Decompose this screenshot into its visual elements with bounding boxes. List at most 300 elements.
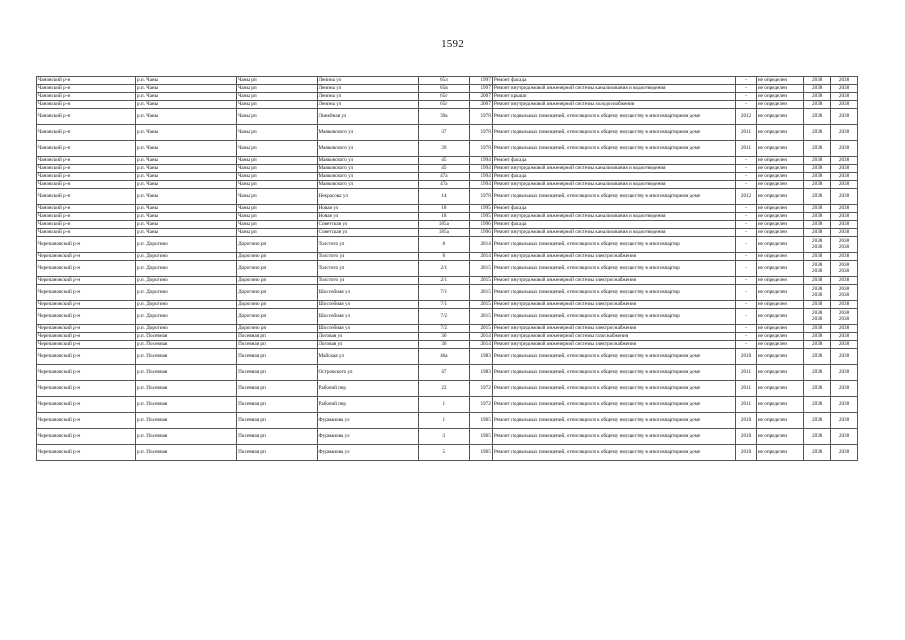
plan-from-cell: 2038 [804,221,831,229]
build-year-cell: 1983 [470,349,493,365]
plan-from-cell [804,237,831,253]
build-year-cell: 1997 [470,85,493,93]
house-cell: 185а [418,221,470,229]
street-cell: Линейная ул [317,109,418,125]
street-cell: Логовая ул [317,341,418,349]
street-cell: Толстого ул [317,253,418,261]
build-year-cell: 1972 [470,397,493,413]
street-cell: Майская ул [317,349,418,365]
table-row [37,93,858,101]
street-cell: Рабочий пер [317,381,418,397]
street-cell: Ленина ул [317,101,418,109]
work-type-cell: Ремонт подвальных помещений, относящихся к общему имуществу в многоквартирном доме [492,109,735,125]
settlement-cell: р.п. Чаны [136,141,237,157]
house-cell: 2/1 [418,261,470,277]
last-repair-year-cell: - [736,165,757,173]
municipality-cell: Посевная рп [237,445,317,461]
build-year-cell: 1995 [470,205,493,213]
work-type-cell: Ремонт фасада [492,77,735,85]
street-cell: Шоссейная ул [317,285,418,301]
plan-from-cell: 2038 [804,205,831,213]
work-type-cell: Ремонт внутридомовой инженерной системы канализования и водоотведения [492,85,735,93]
build-year-cell: 1978 [470,125,493,141]
last-repair-year-cell: - [736,253,757,261]
district-cell: Чановский р-н [37,157,136,165]
plan-year-upper: 2038 [812,237,823,244]
municipality-cell: Дорогино рп [237,309,317,325]
district-cell: Черепановский р-н [37,301,136,309]
status-cell: не определен [756,189,803,205]
plan-from-cell: 2038 [804,189,831,205]
table-row [37,429,858,445]
municipality-cell: Чаны рп [237,181,317,189]
settlement-cell: р.п. Дорогино [136,253,237,261]
work-type-cell: Ремонт подвальных помещений, относящихся к общему имуществу в многоквартирном доме [492,349,735,365]
municipality-cell: Чаны рп [237,93,317,101]
plan-from-cell: 2038 [804,365,831,381]
plan-from-cell: 2038 [804,277,831,285]
table-row [37,349,858,365]
table-row [37,325,858,333]
build-year-cell: 2015 [470,277,493,285]
house-cell: 46а [418,349,470,365]
table-row [37,205,858,213]
last-repair-year-cell: 2010 [736,413,757,429]
house-cell: 14 [418,189,470,205]
settlement-cell: р.п. Чаны [136,125,237,141]
municipality-cell: Чаны рп [237,109,317,125]
build-year-cell: 2015 [470,261,493,277]
work-type-cell: Ремонт подвальных помещений, относящихся к общему имуществу в многоквартирном доме [492,381,735,397]
work-type-cell: Ремонт фасада [492,221,735,229]
plan-to-cell [831,237,858,253]
last-repair-year-cell: 2012 [736,189,757,205]
last-repair-year-cell: 2011 [736,141,757,157]
house-cell: 8 [418,237,470,253]
last-repair-year-cell: 2011 [736,397,757,413]
plan-to-cell: 2038 [831,109,858,125]
status-cell: не определен [756,261,803,277]
settlement-cell: р.п. Чаны [136,221,237,229]
district-cell: Чановский р-н [37,213,136,221]
status-cell: не определен [756,237,803,253]
plan-to-cell: 2038 [831,221,858,229]
table-row [37,365,858,381]
district-cell: Черепановский р-н [37,349,136,365]
status-cell: не определен [756,213,803,221]
work-type-cell: Ремонт фасада [492,205,735,213]
last-repair-year-cell: - [736,213,757,221]
street-cell: Маяковского ул [317,141,418,157]
settlement-cell: р.п. Чаны [136,85,237,93]
capital-repair-table [36,76,858,461]
district-cell: Черепановский р-н [37,285,136,301]
table-row [37,445,858,461]
settlement-cell: р.п. Дорогино [136,325,237,333]
status-cell: не определен [756,333,803,341]
house-cell: 65г [418,101,470,109]
work-type-cell: Ремонт внутридомовой инженерной системы канализования и водоотведения [492,181,735,189]
settlement-cell: р.п. Посевная [136,333,237,341]
plan-to-cell: 2038 [831,445,858,461]
work-type-cell: Ремонт внутридомовой инженерной системы электроснабжения [492,325,735,333]
work-type-cell: Ремонт внутридомовой инженерной системы холодоснабжения [492,101,735,109]
work-type-cell: Ремонт подвальных помещений, относящихся к общему имуществу в многоквартирном доме [492,189,735,205]
municipality-cell: Дорогино рп [237,261,317,277]
settlement-cell: р.п. Посевная [136,365,237,381]
plan-from-cell: 2038 [804,413,831,429]
house-cell: 39 [418,141,470,157]
municipality-cell: Дорогино рп [237,253,317,261]
plan-from-cell: 2038 [804,141,831,157]
house-cell: 5 [418,445,470,461]
status-cell: не определен [756,93,803,101]
municipality-cell: Чаны рп [237,173,317,181]
municipality-cell: Посевная рп [237,381,317,397]
municipality-cell: Посевная рп [237,341,317,349]
plan-from-cell: 2038 [804,213,831,221]
settlement-cell: р.п. Посевная [136,381,237,397]
status-cell: не определен [756,141,803,157]
build-year-cell: 2014 [470,333,493,341]
build-year-cell: 1978 [470,189,493,205]
plan-from-cell [804,261,831,277]
work-type-cell: Ремонт внутридомовой инженерной системы электроснабжения [492,277,735,285]
build-year-cell: 2014 [470,237,493,253]
street-cell: Фурманова ул [317,429,418,445]
plan-from-cell: 2038 [804,125,831,141]
house-cell: 65л [418,77,470,85]
build-year-cell: 2015 [470,325,493,333]
plan-to-cell: 2038 [831,93,858,101]
table-row [37,381,858,397]
municipality-cell: Дорогино рп [237,325,317,333]
last-repair-year-cell: - [736,101,757,109]
table-row [37,333,858,341]
work-type-cell: Ремонт подвальных помещений, относящихся к общему имуществу в многоквартир [492,309,735,325]
plan-from-cell: 2038 [804,253,831,261]
street-cell: Фурманова ул [317,413,418,429]
street-cell: Маяковского ул [317,173,418,181]
house-cell: 45 [418,165,470,173]
status-cell: не определен [756,285,803,301]
last-repair-year-cell: - [736,333,757,341]
table-row [37,85,858,93]
status-cell: не определен [756,445,803,461]
street-cell: Маяковского ул [317,181,418,189]
plan-from-cell: 2038 [804,349,831,365]
municipality-cell: Посевная рп [237,365,317,381]
settlement-cell: р.п. Чаны [136,93,237,101]
house-cell: 39а [418,109,470,125]
build-year-cell: 2014 [470,253,493,261]
last-repair-year-cell: - [736,285,757,301]
work-type-cell: Ремонт подвальных помещений, относящихся к общему имуществу в многоквартирном доме [492,397,735,413]
last-repair-year-cell: - [736,277,757,285]
build-year-cell: 1978 [470,141,493,157]
district-cell: Черепановский р-н [37,341,136,349]
work-type-cell: Ремонт подвальных помещений, относящихся к общему имуществу в многоквартирном доме [492,125,735,141]
street-cell: Маяковского ул [317,125,418,141]
plan-from-cell: 2038 [804,333,831,341]
plan-to-cell: 2038 [831,101,858,109]
plan-to-cell: 2038 [831,157,858,165]
build-year-cell: 1994 [470,165,493,173]
district-cell: Чановский р-н [37,93,136,101]
work-type-cell: Ремонт подвальных помещений, относящихся к общему имуществу в многоквартир [492,285,735,301]
house-cell: 22 [418,381,470,397]
build-year-cell: 2014 [470,341,493,349]
status-cell: не определен [756,397,803,413]
house-cell: 47а [418,181,470,189]
status-cell: не определен [756,277,803,285]
build-year-cell: 1996 [470,229,493,237]
district-cell: Чановский р-н [37,221,136,229]
table-row [37,397,858,413]
work-type-cell: Ремонт подвальных помещений, относящихся к общему имуществу в многоквартир [492,237,735,253]
last-repair-year-cell: 2011 [736,381,757,397]
house-cell: 45 [418,157,470,165]
last-repair-year-cell: 2012 [736,109,757,125]
status-cell: не определен [756,77,803,85]
street-cell: Островского ул [317,365,418,381]
municipality-cell: Дорогино рп [237,237,317,253]
table-row [37,77,858,85]
plan-year-lower: 2038 [812,267,823,274]
plan-year-lower: 2038 [838,315,850,322]
table-row [37,237,858,253]
build-year-cell: 1994 [470,181,493,189]
district-cell: Чановский р-н [37,181,136,189]
plan-from-cell: 2038 [804,157,831,165]
table-body [37,77,858,461]
plan-to-cell: 2038 [831,365,858,381]
municipality-cell: Посевная рп [237,413,317,429]
street-cell: Толстого ул [317,261,418,277]
plan-year-lower: 2038 [812,243,823,250]
district-cell: Черепановский р-н [37,261,136,277]
plan-from-cell: 2038 [804,341,831,349]
house-cell: 7/2 [418,325,470,333]
house-cell: 2/1 [418,277,470,285]
plan-to-cell: 2038 [831,253,858,261]
work-type-cell: Ремонт внутридомовой инженерной системы канализования и водоотведения [492,229,735,237]
district-cell: Чановский р-н [37,85,136,93]
build-year-cell: 2015 [470,285,493,301]
district-cell: Чановский р-н [37,125,136,141]
plan-to-cell: 2038 [831,301,858,309]
district-cell: Чановский р-н [37,77,136,85]
street-cell: Рабочий пер [317,397,418,413]
house-cell: 65г [418,93,470,101]
settlement-cell: р.п. Чаны [136,109,237,125]
street-cell: Советская ул [317,229,418,237]
house-cell: 47а [418,173,470,181]
page-number: 1592 [441,38,464,50]
work-type-cell: Ремонт внутридомовой инженерной системы канализования и водоотведения [492,165,735,173]
municipality-cell: Дорогино рп [237,301,317,309]
street-cell: Фурманова ул [317,445,418,461]
plan-year-upper: 2038 [838,285,850,292]
plan-from-cell: 2038 [804,181,831,189]
build-year-cell: 1983 [470,365,493,381]
table-row [37,413,858,429]
settlement-cell: р.п. Чаны [136,213,237,221]
settlement-cell: р.п. Чаны [136,181,237,189]
work-type-cell: Ремонт подвальных помещений, относящихся к общему имуществу в многоквартирном доме [492,141,735,157]
work-type-cell: Ремонт внутридомовой инженерной системы электроснабжения [492,301,735,309]
build-year-cell: 1997 [470,77,493,85]
plan-to-cell [831,261,858,277]
municipality-cell: Посевная рп [237,397,317,413]
plan-to-cell: 2038 [831,381,858,397]
work-type-cell: Ремонт подвальных помещений, относящихся к общему имуществу в многоквартирном доме [492,445,735,461]
build-year-cell: 1994 [470,173,493,181]
status-cell: не определен [756,253,803,261]
house-cell: 1 [418,413,470,429]
plan-from-cell: 2038 [804,325,831,333]
plan-from-cell: 2038 [804,85,831,93]
municipality-cell: Чаны рп [237,213,317,221]
settlement-cell: р.п. Дорогино [136,237,237,253]
last-repair-year-cell: - [736,237,757,253]
plan-from-cell [804,285,831,301]
street-cell: Ленина ул [317,93,418,101]
status-cell: не определен [756,181,803,189]
table-row [37,157,858,165]
last-repair-year-cell: - [736,181,757,189]
last-repair-year-cell: - [736,157,757,165]
house-cell: 7/2 [418,309,470,325]
plan-year-lower: 2038 [838,243,850,250]
house-cell: 30 [418,333,470,341]
settlement-cell: р.п. Дорогино [136,309,237,325]
district-cell: Чановский р-н [37,229,136,237]
municipality-cell: Чаны рп [237,85,317,93]
district-cell: Чановский р-н [37,141,136,157]
district-cell: Чановский р-н [37,205,136,213]
house-cell: 185а [418,229,470,237]
last-repair-year-cell: - [736,85,757,93]
last-repair-year-cell: - [736,93,757,101]
district-cell: Черепановский р-н [37,429,136,445]
status-cell: не определен [756,365,803,381]
plan-from-cell: 2038 [804,93,831,101]
table-row [37,181,858,189]
house-cell: 7/1 [418,301,470,309]
table-row [37,189,858,205]
work-type-cell: Ремонт внутридомовой инженерной системы электроснабжения [492,253,735,261]
district-cell: Черепановский р-н [37,413,136,429]
work-type-cell: Ремонт подвальных помещений, относящихся к общему имуществу в многоквартирном доме [492,429,735,445]
district-cell: Черепановский р-н [37,253,136,261]
status-cell: не определен [756,309,803,325]
district-cell: Черепановский р-н [37,277,136,285]
street-cell: Шоссейная ул [317,309,418,325]
plan-from-cell: 2038 [804,101,831,109]
work-type-cell: Ремонт подвальных помещений, относящихся к общему имуществу в многоквартирном доме [492,413,735,429]
district-cell: Черепановский р-н [37,365,136,381]
district-cell: Чановский р-н [37,109,136,125]
settlement-cell: р.п. Посевная [136,413,237,429]
table-row [37,261,858,277]
street-cell: Некрасова ул [317,189,418,205]
last-repair-year-cell: - [736,229,757,237]
plan-year-upper: 2038 [812,309,823,316]
plan-to-cell: 2038 [831,205,858,213]
plan-to-cell: 2038 [831,213,858,221]
status-cell: не определен [756,413,803,429]
plan-from-cell [804,309,831,325]
last-repair-year-cell: 2011 [736,125,757,141]
table-row [37,229,858,237]
plan-year-lower: 2038 [838,291,850,298]
table-row [37,277,858,285]
plan-to-cell: 2038 [831,333,858,341]
house-cell: 47 [418,365,470,381]
district-cell: Черепановский р-н [37,333,136,341]
last-repair-year-cell: 2011 [736,365,757,381]
district-cell: Черепановский р-н [37,309,136,325]
table-row [37,125,858,141]
table-row [37,141,858,157]
table-row [37,341,858,349]
municipality-cell: Чаны рп [237,141,317,157]
status-cell: не определен [756,109,803,125]
table-row [37,101,858,109]
street-cell: Ленина ул [317,85,418,93]
build-year-cell: 2007 [470,101,493,109]
district-cell: Чановский р-н [37,173,136,181]
street-cell: Маяковского ул [317,157,418,165]
municipality-cell: Чаны рп [237,165,317,173]
work-type-cell: Ремонт внутридомовой инженерной системы канализования и водоотведения [492,213,735,221]
plan-to-cell: 2038 [831,77,858,85]
settlement-cell: р.п. Дорогино [136,261,237,277]
settlement-cell: р.п. Чаны [136,173,237,181]
house-cell: 18 [418,205,470,213]
street-cell: Толстого ул [317,237,418,253]
municipality-cell: Посевная рп [237,333,317,341]
status-cell: не определен [756,205,803,213]
status-cell: не определен [756,125,803,141]
plan-year-upper: 2038 [838,237,850,244]
municipality-cell: Чаны рп [237,189,317,205]
plan-from-cell: 2038 [804,109,831,125]
plan-from-cell: 2038 [804,77,831,85]
plan-from-cell: 2038 [804,397,831,413]
build-year-cell: 1994 [470,157,493,165]
plan-to-cell: 2038 [831,397,858,413]
work-type-cell: Ремонт внутридомовой инженерной системы газоснабжения [492,333,735,341]
district-cell: Чановский р-н [37,101,136,109]
build-year-cell: 2015 [470,301,493,309]
house-cell: 1 [418,397,470,413]
settlement-cell: р.п. Чаны [136,157,237,165]
plan-to-cell: 2038 [831,165,858,173]
table-row [37,253,858,261]
house-cell: 65в [418,85,470,93]
district-cell: Чановский р-н [37,189,136,205]
house-cell: 7/1 [418,285,470,301]
plan-from-cell: 2038 [804,165,831,173]
plan-to-cell: 2038 [831,429,858,445]
house-cell: 37 [418,125,470,141]
plan-year-upper: 2038 [812,285,823,292]
work-type-cell: Ремонт фасада [492,173,735,181]
status-cell: не определен [756,341,803,349]
plan-to-cell [831,309,858,325]
